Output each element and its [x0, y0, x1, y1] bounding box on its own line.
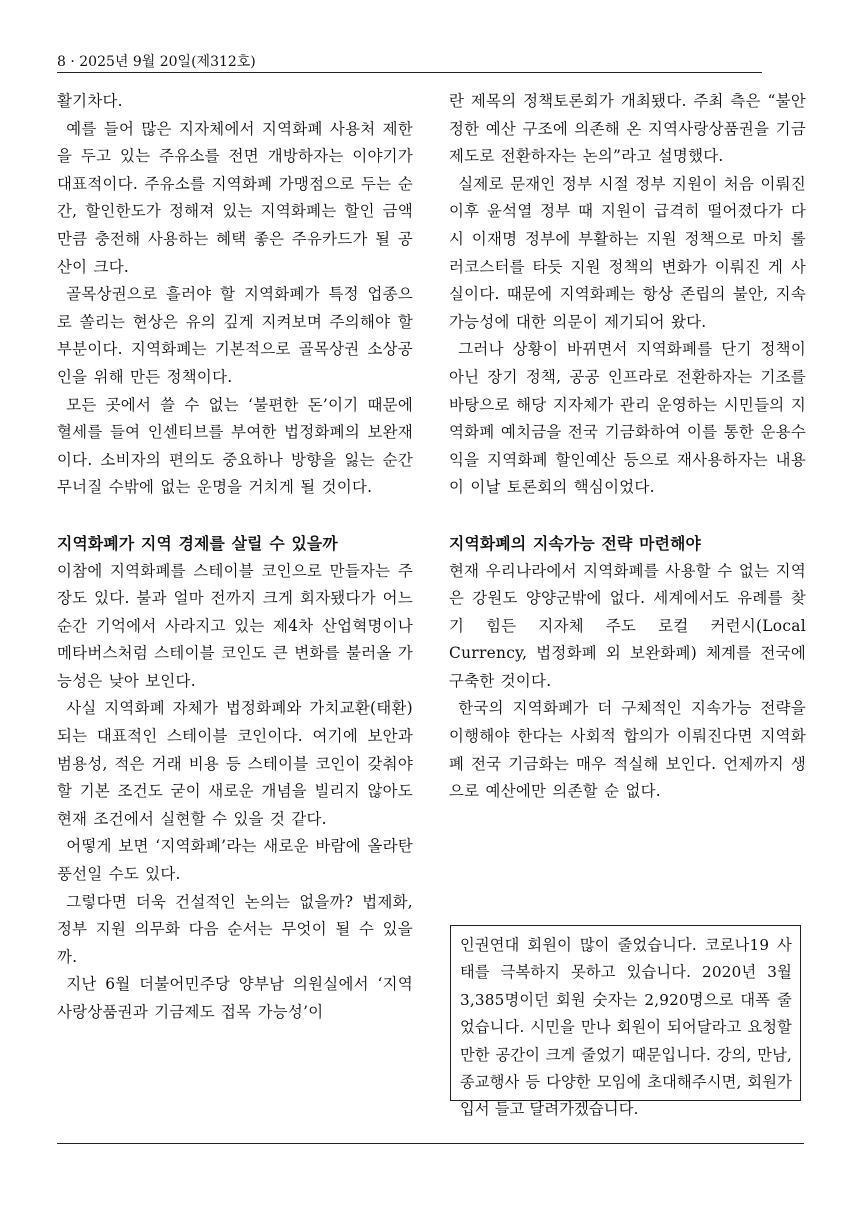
page-info: 8 · 2025년 9월 20일(제312호): [57, 54, 256, 70]
page-header: [57, 54, 762, 73]
article-paragraph: 실제로 문재인 정부 시절 정부 지원이 처음 이뤄진 이후 윤석열 정부 때 지원이 급격히 떨어졌다가 다시 이재명 정부에 부활하는 지원 정책으로 마치 롤러코스터를 타듯 지원 정책의 변화가 이뤄진 게 사실이다. 때문에 지역화폐는 항상 존립의 불안, 지속가능성에 대한 의문이 제기되어 왔다.: [449, 174, 806, 331]
article-paragraph: 그러나 상황이 바뀌면서 지역화폐를 단기 정책이 아닌 장기 정책, 공공 인프라로 전환하자는 기조를 바탕으로 해당 지자체가 관리 운영하는 시민들의 지역화폐 예치금을 전국 기금화하여 이를 통한 운용수익을 지역화폐 할인예산 등으로 재사용하자는 내용이 이날 토론회의 핵심이었다.: [449, 340, 806, 497]
left-column: [57, 88, 413, 1027]
article-paragraph: 한국의 지역화폐가 더 구체적인 지속가능 전략을 이행해야 한다는 사회적 합의가 이뤄진다면 지역화폐 전국 기금화는 매우 적실해 보인다. 언제까지 생으로 예산에만 의존할 순 없다.: [449, 699, 806, 801]
article-paragraph: 사실 지역화폐 자체가 법정화폐와 가치교환(태환)되는 대표적인 스테이블 코인이다. 여기에 보안과 범용성, 적은 거래 비용 등 스테이블 코인이 갖춰야 할 기본 조건도 굳이 새로운 개념을 빌리지 않아도 현재 조건에서 실현할 수 있을 것 같다.: [57, 699, 413, 828]
section-heading: 지역화폐의 지속가능 전략 마련해야: [449, 533, 701, 553]
article-paragraph: 어떻게 보면 ‘지역화폐’라는 새로운 바람에 올라탄 풍선일 수도 있다.: [57, 837, 413, 884]
article-paragraph: 골목상권으로 흘러야 할 지역화폐가 특정 업종으로 쏠리는 현상은 유의 깊게 지켜보며 주의해야 할 부분이다. 지역화폐는 기본적으로 골목상권 소상공인을 위해 만든 정책이다.: [57, 285, 413, 386]
footer-divider: [57, 1143, 804, 1144]
article-paragraph: 모든 곳에서 쓸 수 없는 ‘불편한 돈’이기 때문에 혈세를 들여 인센티브를 부여한 법정화폐의 보완재이다. 소비자의 편의도 중요하나 방향을 잃는 순간 무너질 수밖에 없는 운명을 거치게 될 것이다.: [57, 395, 413, 497]
right-column: [449, 88, 806, 806]
article-paragraph: 활기차다.: [57, 92, 123, 110]
spacer: [449, 502, 806, 530]
article-paragraph: 그렇다면 더욱 건설적인 논의는 없을까? 법제화, 정부 지원 의무화 다음 순서는 무엇이 될 수 있을까.: [57, 892, 413, 966]
article-paragraph: 현재 우리나라에서 지역화폐를 사용할 수 없는 지역은 강원도 양양군밖에 없다. 세계에서도 유례를 찾기 힘든 지자체 주도 로컬 커런시(Local Currency, 법정화폐 외 보완화폐) 체계를 전국에 구축한 것이다.: [449, 561, 806, 690]
article-paragraph: 이참에 지역화폐를 스테이블 코인으로 만들자는 주장도 있다. 불과 얼마 전까지 크게 회자됐다가 어느 순간 기억에서 사라지고 있는 제4차 산업혁명이나 메타버스처럼 스테이블 코인도 큰 변화를 불러올 가능성은 낮아 보인다.: [57, 561, 413, 690]
notice-text: 인권연대 회원이 많이 줄었습니다. 코로나19 사태를 극복하지 못하고 있습니다. 2020년 3월 3,385명이던 회원 숫자는 2,920명으로 대폭 줄었습니다. 시민을 만나 회원이 되어달라고 요청할 만한 공간이 크게 줄었기 때문입니다. 강의, 만남, 종교행사 등 다양한 모임에 초대해주시면, 회원가입서 들고 달려가겠습니다.: [460, 936, 792, 1119]
spacer: [57, 502, 413, 530]
membership-notice-box: [450, 925, 801, 1119]
article-paragraph: 예를 들어 많은 지자체에서 지역화폐 사용처 제한을 두고 있는 주유소를 전면 개방하자는 이야기가 대표적이다. 주유소를 지역화폐 가맹점으로 두는 순간, 할인한도가 정해져 있는 지역화폐는 할인 금액만큼 충전해 사용하는 혜택 좋은 주유카드가 될 공산이 크다.: [57, 119, 413, 276]
section-heading: 지역화폐가 지역 경제를 살릴 수 있을까: [57, 533, 338, 553]
article-paragraph: 지난 6월 더불어민주당 양부남 의원실에서 ‘지역사랑상품권과 기금제도 접목 가능성’이: [57, 975, 413, 1021]
article-paragraph: 란 제목의 정책토론회가 개최됐다. 주최 측은 “불안정한 예산 구조에 의존해 온 지역사랑상품권을 기금 제도로 전환하자는 논의”라고 설명했다.: [449, 92, 806, 166]
